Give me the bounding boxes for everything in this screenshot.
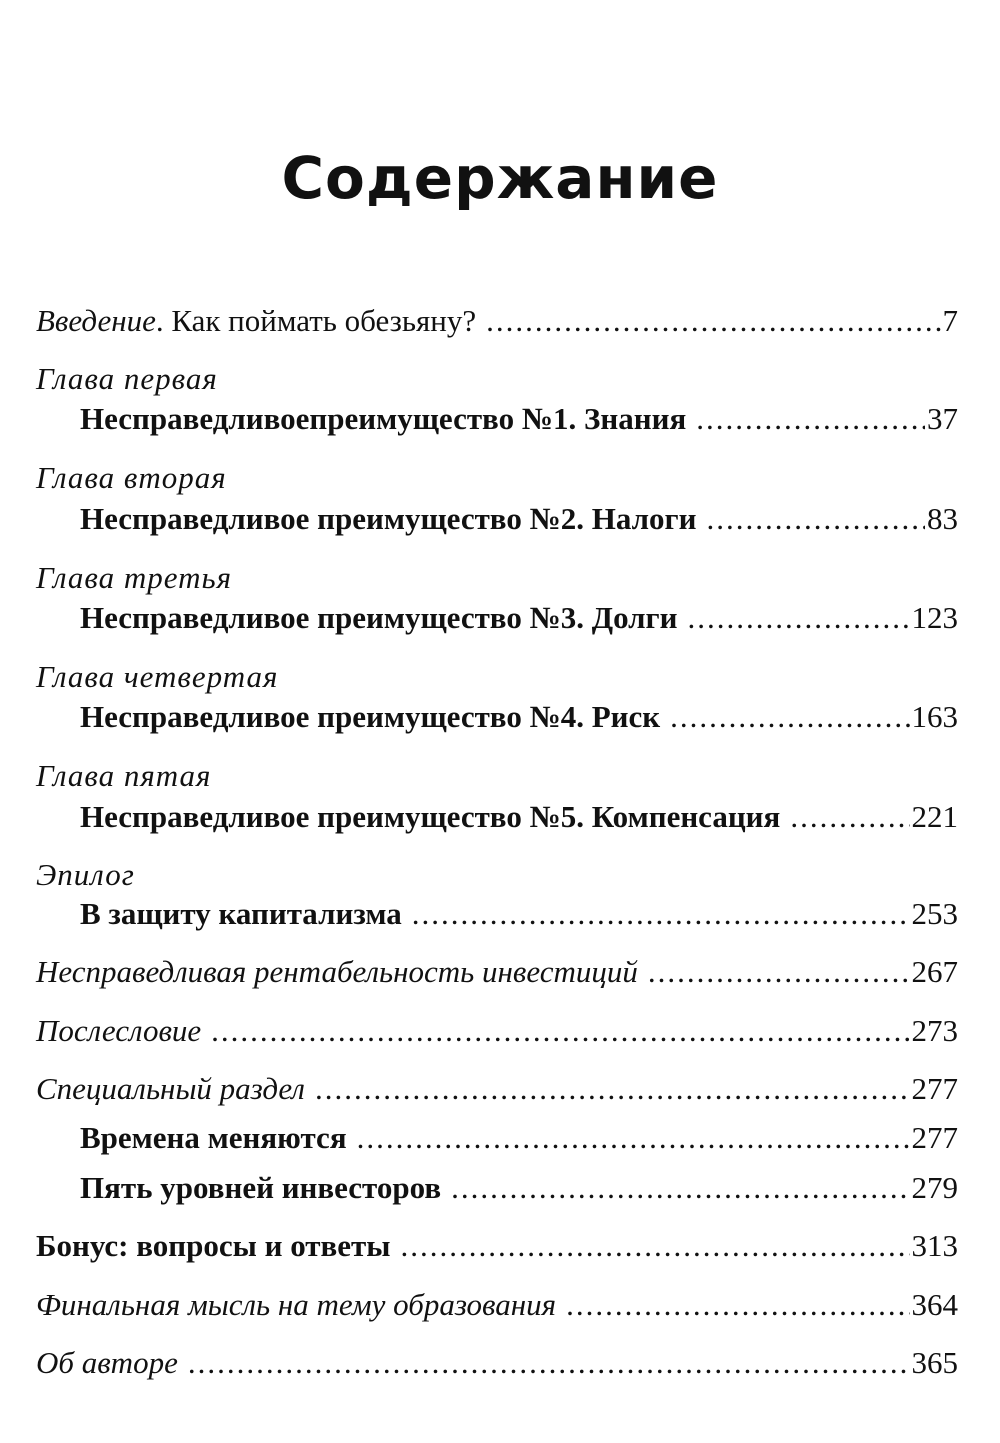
page-number: 313 [911,1228,958,1263]
page-title: Содержание [281,144,719,212]
toc-entry-five-levels[interactable] [80,1166,958,1210]
page-number: 37 [927,401,958,436]
toc-entry-special[interactable] [36,1067,958,1111]
toc-entry-bonus[interactable] [36,1224,958,1268]
dot-leader [357,1116,910,1160]
toc-entry-label: Несправедливое преимущество №5. Компенсация [80,799,781,834]
chapter-heading-3: Глава третья [36,560,233,595]
chapter-heading-5: Глава пятая [36,758,212,793]
chapter-heading-2: Глава вторая [36,460,227,495]
toc-entry-chapter-2[interactable] [80,497,958,541]
page-number: 267 [911,954,958,989]
toc-entry-label: Времена меняются [80,1120,347,1155]
page-number: 277 [911,1120,958,1155]
page-number: 221 [911,799,958,834]
toc-entry-chapter-1[interactable] [80,397,958,441]
dot-leader [315,1067,910,1111]
dot-leader [188,1341,910,1385]
dot-leader [670,695,909,739]
chapter-heading-1: Глава первая [36,361,218,396]
dot-leader [688,596,910,640]
toc-entry-label: Специальный раздел [36,1071,305,1106]
page-number: 253 [911,896,958,931]
dot-leader [451,1166,909,1210]
page-number: 365 [911,1345,958,1380]
dot-leader [696,397,925,441]
toc-entry-label: Пять уровней инвесторов [80,1170,442,1205]
toc-entry-intro[interactable] [36,299,958,343]
dot-leader [648,950,910,994]
toc-entry-label: Введение. Как поймать обезьяну? [36,303,477,338]
page-number: 123 [911,600,958,635]
dot-leader [790,795,909,839]
page-number: 277 [911,1071,958,1106]
page-number: 163 [911,699,958,734]
toc-entry-chapter-4[interactable] [80,695,958,739]
dot-leader [706,497,925,541]
toc-entry-label: Об авторе [36,1345,178,1380]
dot-leader [412,892,910,936]
page-number: 273 [911,1013,958,1048]
dot-leader [566,1283,909,1327]
toc-entry-about[interactable] [36,1341,958,1385]
page-number: 364 [911,1287,958,1322]
toc-entry-label: В защиту капитализма [80,896,402,931]
dot-leader [486,299,940,343]
epilogue-heading: Эпилог [36,857,135,892]
dot-leader [400,1224,909,1268]
toc-entry-chapter-3[interactable] [80,596,958,640]
toc-entry-label: Несправедливое преимущество №2. Налоги [80,501,697,536]
toc-entry-unfair-return[interactable] [36,950,958,994]
toc-entry-label: Финальная мысль на тему образования [36,1287,557,1322]
toc-entry-label: Несправедливая рентабельность инвестиций [36,954,638,989]
toc-entry-afterword[interactable] [36,1009,958,1053]
toc-entry-final-thought[interactable] [36,1283,958,1327]
chapter-heading-4: Глава четвертая [36,659,279,694]
toc-entry-label: Несправедливоепреимущество №1. Знания [80,401,687,436]
toc-entry-epilogue[interactable] [80,892,958,936]
toc-entry-label: Несправедливое преимущество №3. Долги [80,600,678,635]
page-number: 7 [942,303,958,338]
toc-entry-label: Бонус: вопросы и ответы [36,1228,391,1263]
page-number: 279 [911,1170,958,1205]
toc-entry-chapter-5[interactable] [80,795,958,839]
dot-leader [211,1009,909,1053]
toc-entry-times-change[interactable] [80,1116,958,1160]
toc-entry-label: Послесловие [36,1013,202,1048]
toc-entry-label: Несправедливое преимущество №4. Риск [80,699,661,734]
page-number: 83 [927,501,958,536]
